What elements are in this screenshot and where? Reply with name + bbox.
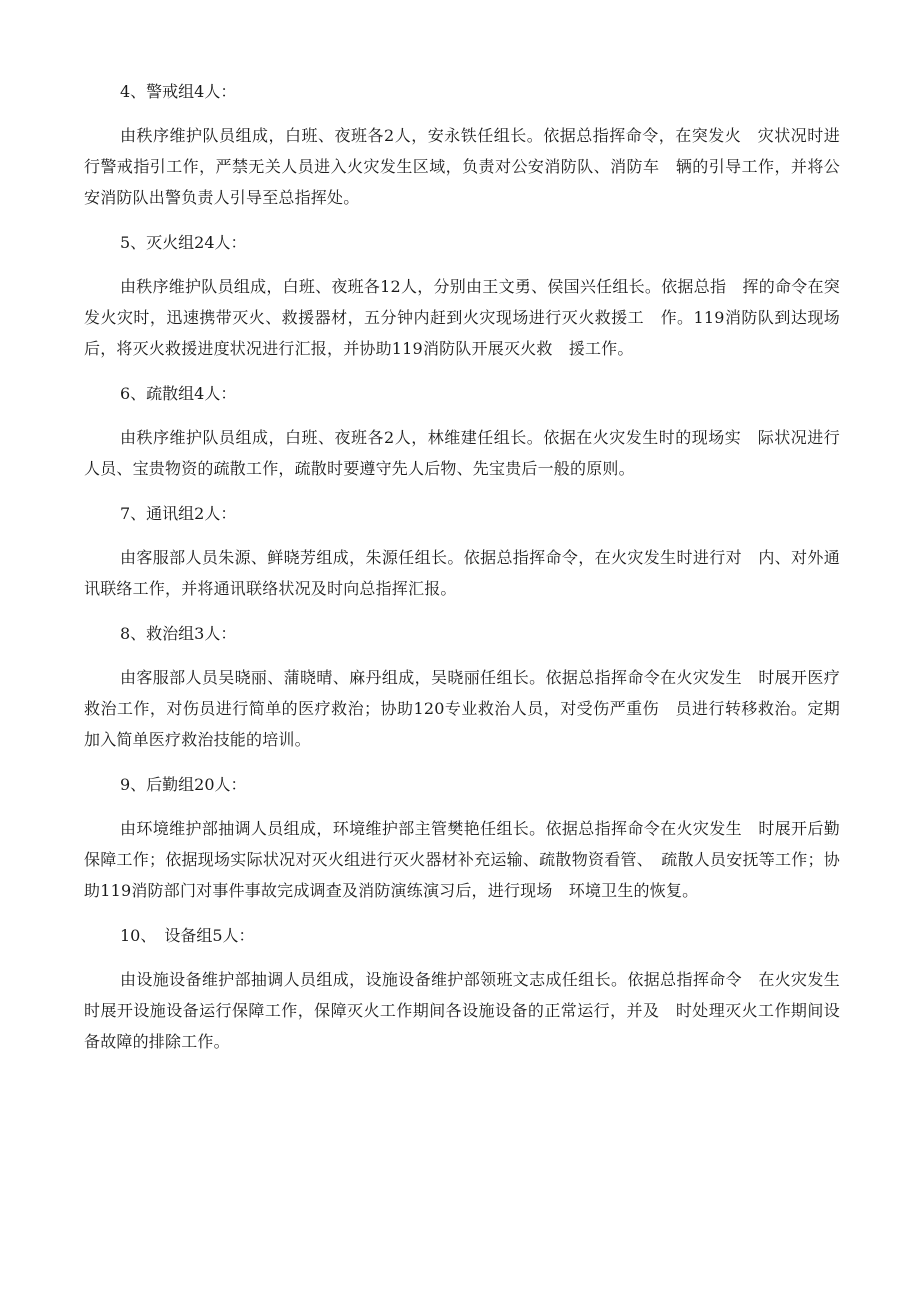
section-heading-7: 7、通讯组2人： (120, 504, 237, 523)
section-heading-4: 4、警戒组4人： (120, 82, 237, 101)
section-body-8: 由客服部人员吴晓丽、蒲晓晴、麻丹组成，吴晓丽任组长。依据总指挥命令在火灾发生 时展开医疗救治工作，对伤员进行简单的医疗救治；协助120专业救治人员，对受伤严重伤 员进行转移救治。定期加入简单医疗救治技能的培训。 (84, 668, 840, 749)
section-body-7: 由客服部人员朱源、鲜晓芳组成，朱源任组长。依据总指挥命令，在火灾发生时进行对 内、对外通讯联络工作，并将通讯联络状况及时向总指挥汇报。 (84, 548, 840, 598)
section-body-4: 由秩序维护队员组成，白班、夜班各2人，安永铁任组长。依据总指挥命令，在突发火 灾状况时进行警戒指引工作，严禁无关人员进入火灾发生区域，负责对公安消防队、消防车 辆的引导工作，并将公安消防队出警负责人引导至总指挥处。 (84, 126, 840, 207)
section-heading-5: 5、灭火组24人： (120, 233, 247, 252)
section-heading-6: 6、疏散组4人： (120, 384, 237, 403)
section-body-10: 由设施设备维护部抽调人员组成，设施设备维护部领班文志成任组长。依据总指挥命令 在火灾发生时展开设施设备运行保障工作，保障灭火工作期间各设施设备的正常运行，并及 时处理灭火工作期间设备故障的排除工作。 (84, 970, 840, 1051)
section-heading-8: 8、救治组3人： (120, 624, 237, 643)
section-heading-10: 10、 设备组5人： (120, 926, 255, 945)
section-body-5: 由秩序维护队员组成，白班、夜班各12人，分别由王文勇、侯国兴任组长。依据总指 挥的命令在突发火灾时，迅速携带灭火、救援器材，五分钟内赶到火灾现场进行灭火救援工 作。119消防队到达现场后，将灭火救援进度状况进行汇报，并协助119消防队开展灭火救 援工作。 (84, 277, 840, 358)
section-body-6: 由秩序维护队员组成，白班、夜班各2人，林维建任组长。依据在火灾发生时的现场实 际状况进行人员、宝贵物资的疏散工作，疏散时要遵守先人后物、先宝贵后一般的原则。 (84, 428, 840, 478)
section-body-9: 由环境维护部抽调人员组成，环境维护部主管樊艳任组长。依据总指挥命令在火灾发生 时展开后勤保障工作；依据现场实际状况对灭火组进行灭火器材补充运输、疏散物资看管、 疏散人员安抚等工作；协助119消防部门对事件事故完成调查及消防演练演习后，进行现场 环境卫生的恢复。 (84, 819, 840, 900)
document-page (84, 78, 840, 1057)
section-heading-9: 9、后勤组20人： (120, 775, 247, 794)
